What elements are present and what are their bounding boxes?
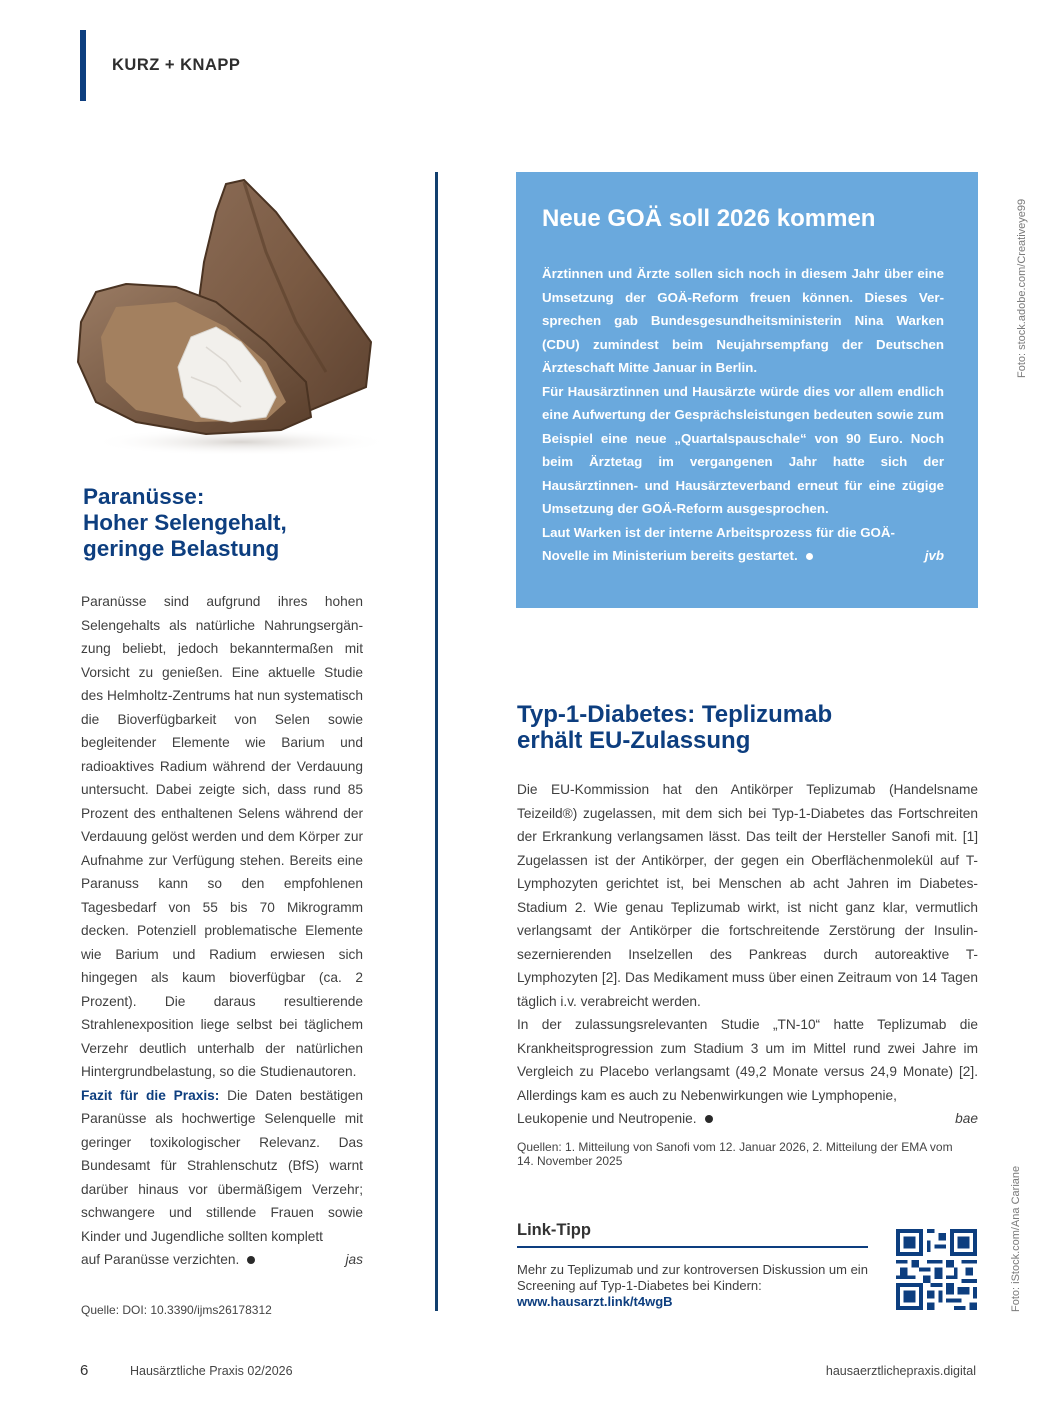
news-box-end-row xyxy=(542,544,944,568)
news-box-last-line: Novelle im Ministerium bereits gestartet. xyxy=(542,548,798,563)
page-number: 6 xyxy=(80,1362,89,1379)
left-article-end-row xyxy=(81,1248,363,1272)
news-box-title: Neue GOÄ soll 2026 kommen xyxy=(542,205,876,232)
link-tip-rule xyxy=(517,1246,868,1248)
right-title-line: erhält EU-Zulassung xyxy=(517,727,751,754)
brazil-nut-photo xyxy=(66,172,396,464)
conclusion-text: Die Daten bestätigen Paranüsse als hochwertige Selenquelle mit geringer toxikologischer Relevanz. Das Bundesamt für Strahlenschutz (BfS) warnt darüber hinaus vor übermäßigem Verzehr; schwangere und stillende Frauen sowie Kinder und Jugendliche sollten komplett xyxy=(81,1087,363,1244)
author-initials: bae xyxy=(955,1111,978,1126)
news-box-paragraph: Ärztinnen und Ärzte sollen sich noch in diesem Jahr über eine Umsetzung der GOÄ-Reform freuen können. Dieses Versprechen gab Bundesgesundheitsministerin Nina Warken (CDU) zumindest beim Neujahrsempfang der Deutschen Ärzteschaft Mitte Januar in Berlin. xyxy=(542,266,944,375)
left-article-body xyxy=(81,590,363,1272)
news-box-body xyxy=(542,262,944,568)
news-box xyxy=(516,172,978,608)
end-bullet-icon xyxy=(705,1115,713,1123)
conclusion-label: Fazit für die Praxis: xyxy=(81,1087,220,1103)
end-bullet-icon xyxy=(806,553,813,560)
author-initials: jvb xyxy=(924,548,944,563)
left-title-line: geringe Belastung xyxy=(83,536,280,561)
left-title-line: Hoher Selengehalt, xyxy=(83,510,287,535)
section-label: KURZ + KNAPP xyxy=(112,56,241,74)
section-accent-bar xyxy=(80,30,86,101)
left-article-source: Quelle: DOI: 10.3390/ijms26178312 xyxy=(81,1303,272,1317)
link-tip-body xyxy=(517,1262,877,1310)
left-title-line: Paranüsse: xyxy=(83,484,205,509)
right-article-end-row xyxy=(517,1107,978,1131)
left-article-title xyxy=(83,484,383,562)
right-article-sources: Quellen: 1. Mitteilung von Sanofi vom 12. Januar 2026, 2. Mitteilung der EMA vom 14. November 2025 xyxy=(517,1140,953,1168)
author-initials: jas xyxy=(345,1252,363,1267)
left-article-paragraph: Paranüsse sind aufgrund ihres hohen Selengehalts als natürliche Nahrungsergänzung beliebt, jedoch bekanntermaßen mit Vorsicht zu genießen. Eine aktuelle Studie des Helmholtz-Zentrums hat nun systematisch die Bioverfügbarkeit von Selen sowie begleitender Elemente wie Barium und radioaktives Radium während der Verdauung untersucht. Dabei zeigte sich, dass rund 85 Prozent des enthaltenen Selens während der Verdauung gelöst werden und dem Körper zur Aufnahme zur Verfügung stehen. Bereits eine Paranuss kann so den empfohlenen Tagesbedarf von 55 bis 70 Mikrogramm decken. Potenziell problematische Elemente wie Barium und Radium erwiesen sich hingegen als kaum bioverfügbar (ca. 2 Prozent). Die daraus resultierende Strahlenexposition liege selbst bei täglichem Verzehr deutlich unterhalb der natürlichen Hintergrundbelastung, so die Studienautoren. xyxy=(81,594,363,1079)
news-box-paragraph: Laut Warken ist der interne Arbeitsprozess für die GOÄ- xyxy=(542,524,895,540)
right-article-paragraph: In der zulassungsrelevanten Studie „TN-10“ hatte Teplizumab die Krankheitsprogression zum Stadium 3 um im Mittel rund zwei Jahre im Vergleich zu Placebo verlangsamt (49,2 Monate versus 24,9 Monate) [2]. Allerdings kam es auch zu Nebenwirkungen wie Lymphopenie, xyxy=(517,1017,978,1103)
photo-credit-top: Foto: stock.adobe.com/Creativeye99 xyxy=(1016,198,1028,378)
right-article-paragraph: Die EU-Kommission hat den Antikörper Teplizumab (Handelsname Teizeild®) zugelassen, mit dem sich bei Typ-1-Diabetes das Fortschreiten der Erkrankung verlangsamen lässt. Das teilt der Hersteller Sanofi mit. [1] Zugelassen ist der Antikörper, der gegen ein Oberflächenmolekül auf T-Lymphozyten gerichtet ist, bei Menschen ab acht Jahren im Diabetes-Stadium 2. Wie genau Teplizumab wirkt, ist nicht ganz klar, vermutlich verlangsamt der Antikörper die fortschreitende Zerstörung der Insulin-sezernierenden Inselzellen des Pankreas durch autoreaktive T-Lymphozyten [2]. Das Medikament muss über einen Zeitraum von 14 Tagen täglich i.v. verabreicht werden. xyxy=(517,782,978,1009)
conclusion-last-line: auf Paranüsse verzichten. xyxy=(81,1252,240,1267)
news-box-paragraph: Für Hausärztinnen und Hausärzte würde dies vor allem endlich eine Aufwertung der Gesprächsleistungen bedeuten sowie zum Beispiel eine neue „Quartalspauschale“ von 90 Euro. Noch beim Ärztetag im vergangenen Jahr hatte sich der Hausärztinnen- und Hausärzteverband erneut für eine zügige Umsetzung der GOÄ-Reform ausgesprochen. xyxy=(542,383,944,516)
end-bullet-icon xyxy=(247,1256,255,1264)
qr-code-icon[interactable] xyxy=(896,1229,977,1310)
column-divider xyxy=(435,172,438,1311)
right-article-last-line: Leukopenie und Neutropenie. xyxy=(517,1111,697,1126)
link-tip-text: Mehr zu Teplizumab und zur kontroversen Diskussion um ein Screening auf Typ-1-Diabetes bei Kindern: xyxy=(517,1262,868,1293)
link-tip-url[interactable]: www.hausarzt.link/t4wgB xyxy=(517,1294,673,1309)
website-url: hausaerztlichepraxis.digital xyxy=(825,1364,976,1378)
right-title-line: Typ-1-Diabetes: Teplizumab xyxy=(517,701,833,728)
left-article-conclusion xyxy=(81,1084,363,1249)
link-tip-title: Link-Tipp xyxy=(517,1221,591,1239)
right-article-title xyxy=(517,702,977,754)
magazine-issue: Hausärztliche Praxis 02/2026 xyxy=(130,1364,293,1378)
right-article-body xyxy=(517,778,978,1131)
photo-credit-bottom: Foto: iStock.com/Ana Cariane xyxy=(1010,1165,1022,1312)
